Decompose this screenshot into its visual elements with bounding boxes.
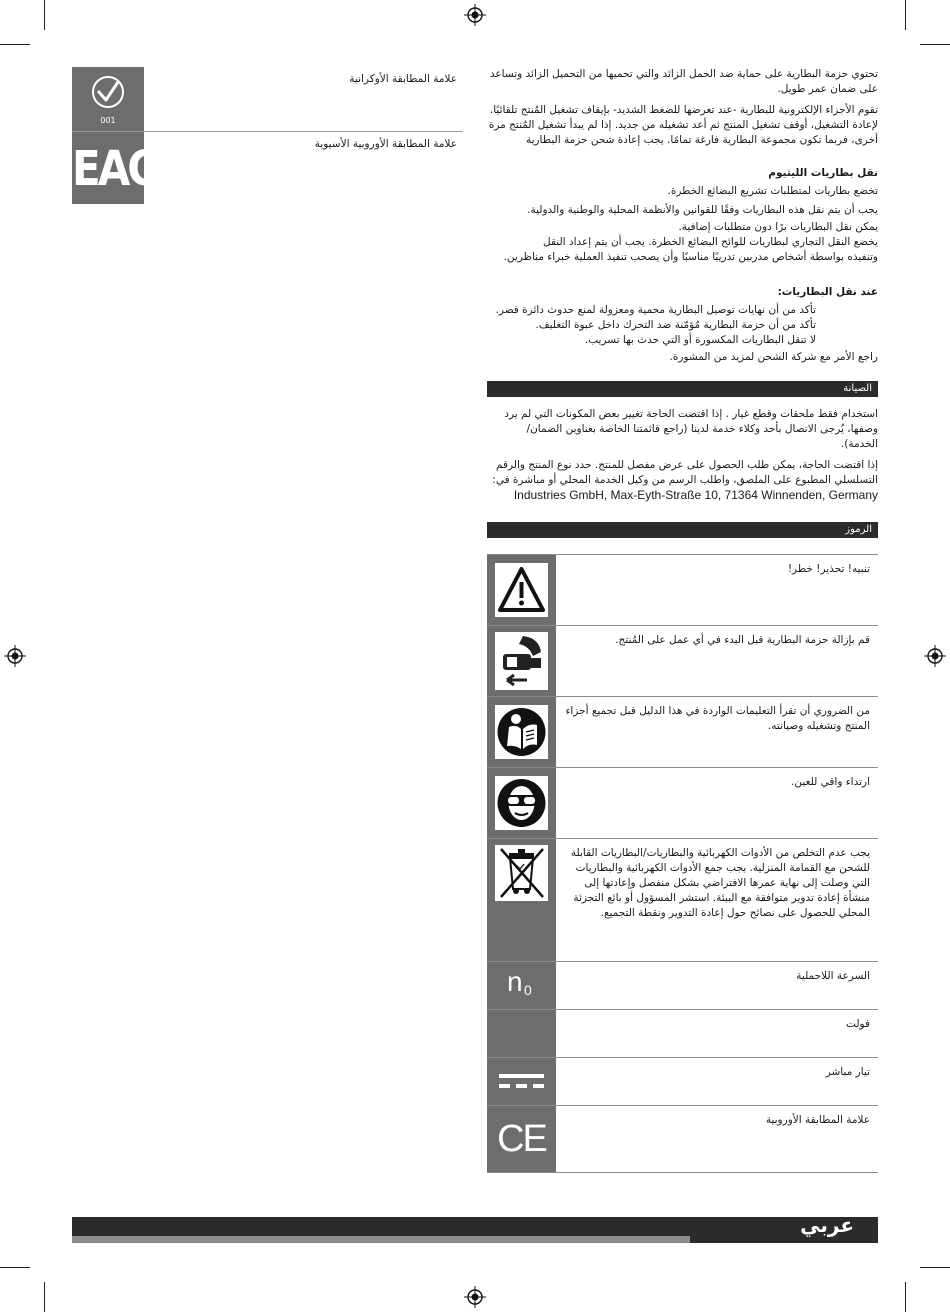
- crop-mark: [920, 1267, 950, 1268]
- eye-protection-icon: [487, 768, 556, 838]
- transport-check-line: تأكد من أن نهايات توصيل البطارية محمية ومعزولة لمنع حدوث دائرة قصر.: [495, 304, 816, 316]
- eac-mark-text: EAC: [72, 140, 156, 197]
- company-address: Industries GmbH, Max-Eyth-Straße 10, 71364 Winnenden, Germany: [513, 488, 878, 502]
- symbol-text-no-load-speed: السرعة اللاحملية: [796, 970, 870, 982]
- maintenance-section: [487, 407, 878, 503]
- symbol-text-remove-battery: قم بإزالة حزمة البطارية قبل البدء في أي عمل على المُنتج.: [615, 634, 870, 646]
- ukraine-conformity-mark-icon: [72, 67, 144, 131]
- symbols-table: [487, 554, 878, 1173]
- remove-battery-icon: [487, 626, 556, 696]
- registration-mark-icon: [4, 645, 26, 667]
- symbol-row: [487, 962, 878, 1010]
- direct-current-icon: [487, 1058, 556, 1105]
- transport-section: [487, 166, 878, 265]
- symbol-row: [487, 697, 878, 768]
- maintenance-exploded-view-text: إذا اقتضت الحاجة، يمكن طلب الحصول على عرض مفصل للمنتج. حدد نوع المنتج والرقم التسلسلي المطبوع على الملصق، واطلب الرسم من وكيل الخدمة المحلي أو مباشرة في:: [492, 459, 878, 486]
- transport-check-line: تأكد من أن حزمة البطارية مُؤمّنة ضد التحرك داخل عبوة التغليف.: [535, 319, 816, 331]
- crop-mark: [905, 1282, 906, 1312]
- cert-label-ukraine: علامة المطابقة الأوكرانية: [349, 73, 457, 85]
- when-transporting-section: [487, 285, 878, 365]
- transport-line: وتنفيذه بواسطة أشخاص مدربين تدريبًا مناسبًا وأن يصحب تنفيذ العملية خبراء مناظرين.: [503, 251, 878, 263]
- no-load-speed-icon: [487, 962, 556, 1009]
- symbol-text-warning: تنبيه! تحذير! خطر!: [787, 563, 870, 575]
- transport-line: يمكن نقل البطاريات برًا دون متطلبات إضافية.: [678, 221, 878, 233]
- transport-check-line: راجع الأمر مع شركة الشحن لمزيد من المشورة.: [669, 351, 878, 363]
- weee-bin-icon: [487, 839, 556, 961]
- registration-mark-icon: [924, 645, 946, 667]
- battery-overload-text: تحتوي حزمة البطارية على حماية ضد الحمل الزائد والتي تحميها من التحميل الزائد وتساعد على ضمان عمر طويل.: [489, 68, 878, 95]
- transport-line: يخضع النقل التجاري لبطاريات للوائح البضائع الخطرة. يجب أن يتم إعداد النقل: [543, 236, 878, 248]
- read-manual-icon: [487, 697, 556, 767]
- crop-mark: [0, 44, 30, 45]
- symbol-row: [487, 839, 878, 962]
- symbol-text-eye-protection: ارتداء واقي للعين.: [791, 776, 870, 788]
- transport-line: تخضع بطاريات لمتطلبات تشريع البضائع الخطرة.: [667, 185, 878, 197]
- maintenance-title-bar: الصيانة: [487, 381, 878, 397]
- no-load-speed-subscript: 0: [524, 982, 532, 998]
- transport-heading: نقل بطاريات الليثيوم: [768, 167, 878, 179]
- symbol-row: [487, 1106, 878, 1173]
- warning-triangle-icon: [487, 555, 556, 625]
- crop-mark: [44, 0, 45, 30]
- no-load-speed-symbol: n: [507, 966, 523, 997]
- symbols-title-bar: الرموز: [487, 522, 878, 538]
- ce-mark-icon: [487, 1106, 556, 1172]
- when-transporting-heading: عند نقل البطاريات:: [777, 286, 878, 298]
- symbol-text-direct-current: تيار مباشر: [825, 1066, 870, 1078]
- footer-language-label: عربي: [800, 1213, 854, 1237]
- symbol-row: [487, 1010, 878, 1058]
- cert-label-eac: علامة المطابقة الأوروبية الأسيوية: [314, 138, 457, 150]
- symbol-row: [487, 1058, 878, 1106]
- ukraine-mark-code: 001: [100, 116, 116, 125]
- crop-mark: [920, 44, 950, 45]
- certification-table: [72, 67, 463, 204]
- registration-mark-icon: [464, 4, 486, 26]
- cert-row-ukraine: [72, 67, 463, 132]
- crop-mark: [0, 1267, 30, 1268]
- eac-mark-icon: [72, 132, 156, 204]
- symbol-row: [487, 555, 878, 626]
- symbol-row: [487, 768, 878, 839]
- symbol-row: [487, 626, 878, 697]
- battery-electronics-text: تقوم الأجزاء الإلكترونية للبطارية -عند تعرضها للضغط الشديد- بإيقاف تشغيل المُنتج تلقائيًا. لإعادة التشغيل، أوقف تشغيل المنتج ثم أعد تشغيله من جديد. إذا لم يبدأ تشغيل المُنتج مرة أخرى، فربما تكون مجموعة البطارية فارغة تمامًا. يجب إعادة شحن حزمة البطارية: [488, 104, 878, 146]
- symbol-text-weee: يجب عدم التخلص من الأدوات الكهربائية والبطاريات/البطاريات القابلة للشحن مع القمامة المنزلية. يجب جمع الأدوات الكهربائية والبطاريات التي وصلت إلى نهاية عمرها الافتراضي بشكل منفصل وإعادتها إلى منشأة إعادة تدوير متوافقة مع البيئة. استشر المسؤول أو بائع التجزئة المحلي للحصول على نصائح حول إعادة التدوير ونقطة التجميع.: [570, 847, 870, 919]
- transport-line: يجب أن يتم نقل هذه البطاريات وفقًا للقوانين والأنظمة المحلية والوطنية والدولية.: [527, 204, 878, 216]
- footer-accent-bar: [72, 1236, 690, 1243]
- symbol-text-volt: فولت: [846, 1018, 870, 1030]
- crop-mark: [44, 1282, 45, 1312]
- ce-mark-text: CE: [497, 1118, 546, 1160]
- volt-icon: [487, 1010, 556, 1057]
- maintenance-parts-text: استخدام فقط ملحقات وقطع غيار . إذا اقتضت الحاجة تغيير بعض المكونات التي لم يرد وصفها، يُرجى الاتصال بأحد وكلاء خدمة لدينا (راجع قائمتنا الخاصة بعناوين الضمان/ الخدمة).: [504, 408, 878, 450]
- transport-check-line: لا تنقل البطاريات المكسورة أو التي حدث بها تسريب.: [584, 334, 816, 346]
- registration-mark-icon: [464, 1286, 486, 1308]
- cert-row-eac: [72, 132, 463, 204]
- crop-mark: [905, 0, 906, 30]
- symbol-text-ce: علامة المطابقة الأوروبية: [765, 1114, 870, 1126]
- symbol-text-read-manual: من الضروري أن تقرأ التعليمات الواردة في هذا الدليل قبل تجميع أجزاء المنتج وتشغيله وصيانته.: [565, 705, 870, 732]
- battery-section: [487, 67, 878, 148]
